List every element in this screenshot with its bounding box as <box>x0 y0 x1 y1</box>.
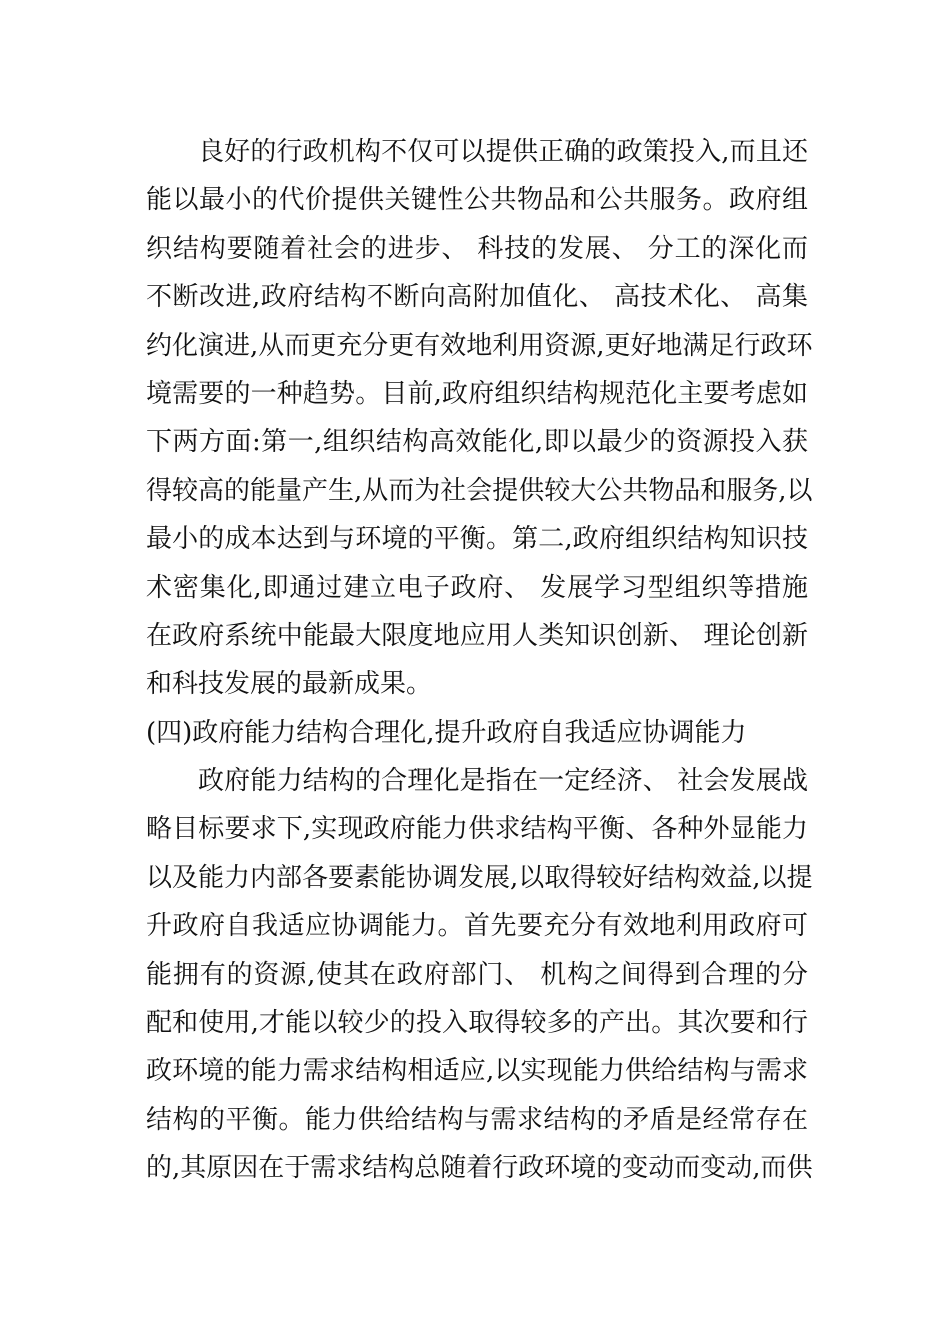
paragraph-1-line-5: 约化演进,从而更充分更有效地利用资源,更好地满足行政环 <box>146 330 813 361</box>
paragraph-1-line-2: 能以最小的代价提供关键性公共物品和公共服务。政府组 <box>146 185 808 216</box>
paragraph-2-line-6: 配和使用,才能以较少的投入取得较多的产出。其次要和行 <box>146 1008 808 1039</box>
paragraph-2 <box>146 757 813 1193</box>
paragraph-1-line-1: 良好的行政机构不仅可以提供正确的政策投入,而且还 <box>198 137 808 167</box>
paragraph-2-line-4: 升政府自我适应协调能力。首先要充分有效地利用政府可 <box>146 911 808 942</box>
paragraph-1-line-6: 境需要的一种趋势。目前,政府组织结构规范化主要考虑如 <box>146 378 808 409</box>
paragraph-1-line-9: 最小的成本达到与环境的平衡。第二,政府组织结构知识技 <box>146 524 808 555</box>
paragraph-1-line-7: 下两方面:第一,组织结构高效能化,即以最少的资源投入获 <box>146 427 808 458</box>
paragraph-2-line-8: 结构的平衡。能力供给结构与需求结构的矛盾是经常存在 <box>146 1104 808 1135</box>
paragraph-1-line-3: 织结构要随着社会的进步、 科技的发展、 分工的深化而 <box>146 233 808 264</box>
paragraph-2-line-1: 政府能力结构的合理化是指在一定经济、 社会发展战 <box>198 766 808 797</box>
paragraph-1-line-4: 不断改进,政府结构不断向高附加值化、 高技术化、 高集 <box>146 282 808 313</box>
paragraph-1-line-8: 得较高的能量产生,从而为社会提供较大公共物品和服务,以 <box>146 475 813 506</box>
paragraph-1-line-12: 和科技发展的最新成果。 <box>146 669 433 700</box>
document-body <box>146 128 813 1193</box>
paragraph-2-line-2: 略目标要求下,实现政府能力供求结构平衡、各种外显能力 <box>146 814 808 845</box>
paragraph-2-line-9: 的,其原因在于需求结构总随着行政环境的变动而变动,而供 <box>146 1153 813 1184</box>
section-heading: (四)政府能力结构合理化,提升政府自我适应协调能力 <box>146 717 747 748</box>
paragraph-2-line-5: 能拥有的资源,使其在政府部门、 机构之间得到合理的分 <box>146 959 808 990</box>
paragraph-1-line-11: 在政府系统中能最大限度地应用人类知识创新、 理论创新 <box>146 620 808 651</box>
paragraph-2-line-3: 以及能力内部各要素能协调发展,以取得较好结构效益,以提 <box>146 862 813 893</box>
paragraph-1 <box>146 128 813 709</box>
paragraph-1-line-10: 术密集化,即通过建立电子政府、 发展学习型组织等措施 <box>146 572 808 603</box>
paragraph-2-line-7: 政环境的能力需求结构相适应,以实现能力供给结构与需求 <box>146 1056 808 1087</box>
